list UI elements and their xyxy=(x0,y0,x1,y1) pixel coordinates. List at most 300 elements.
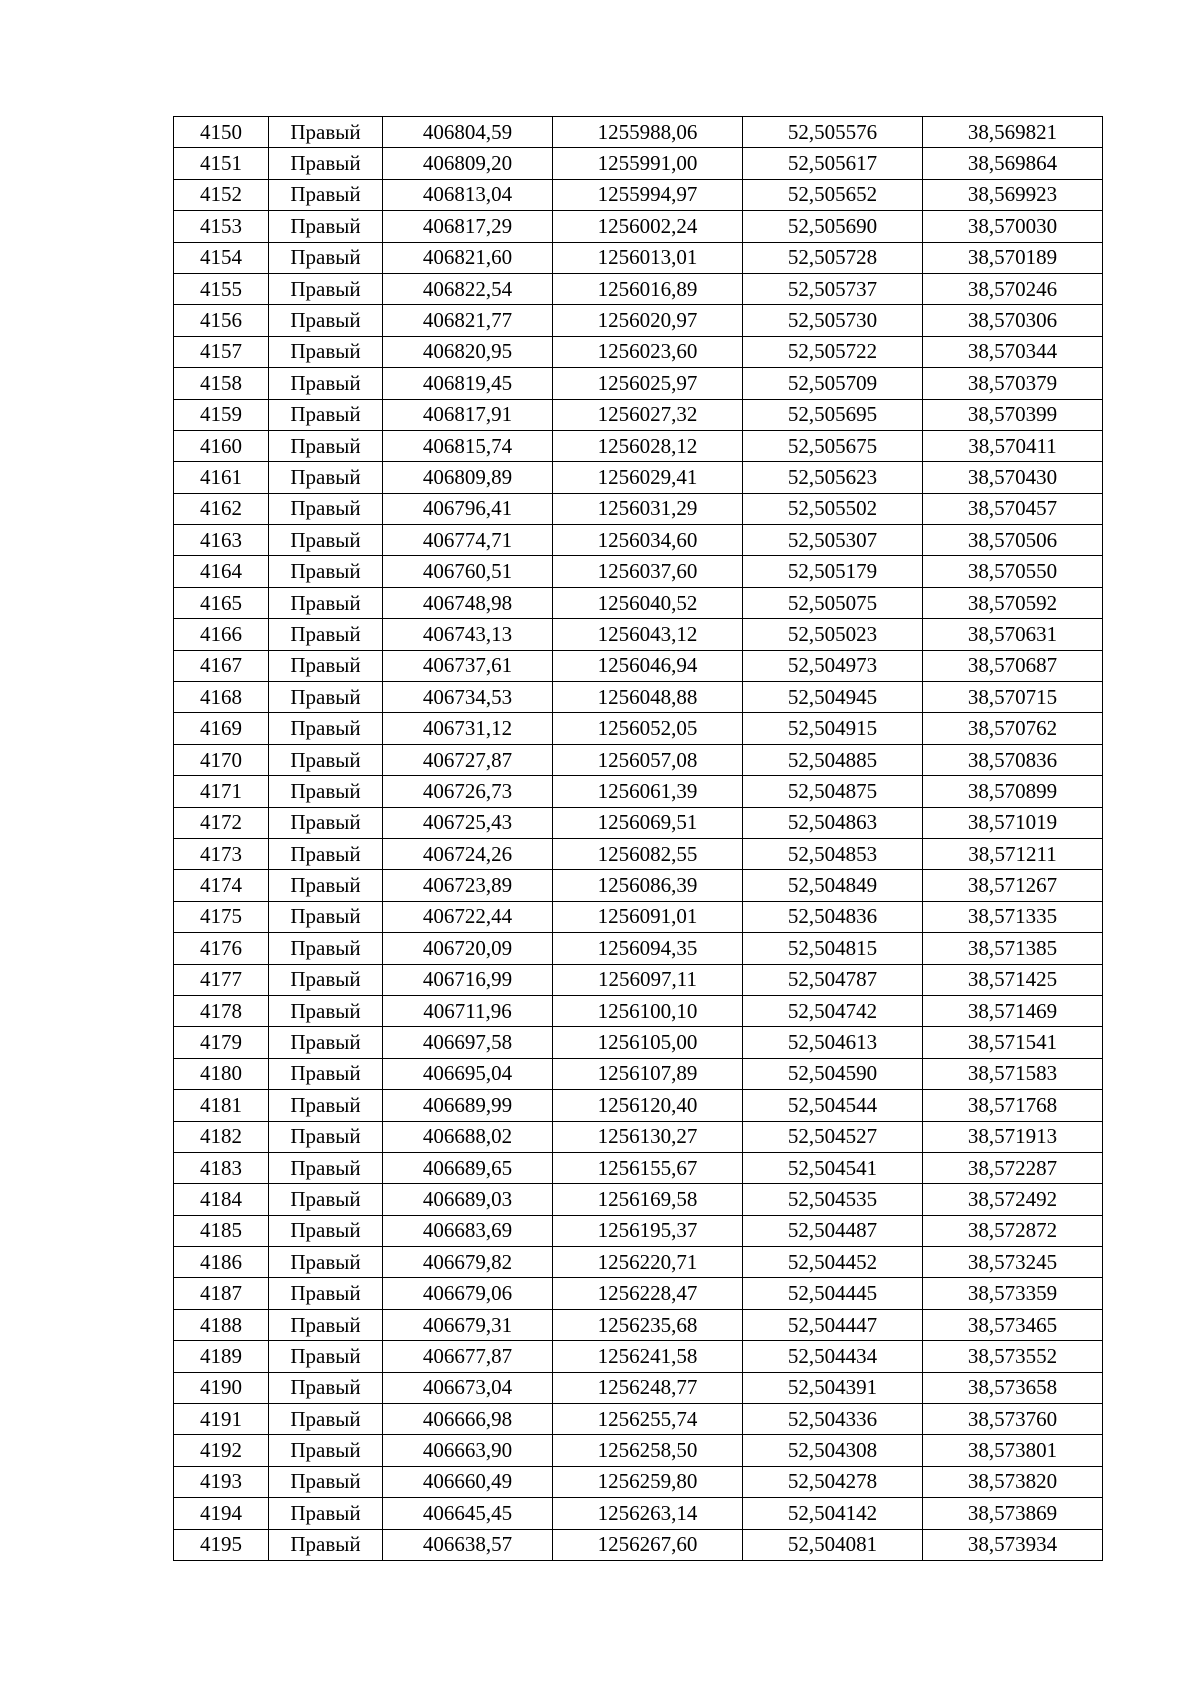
y-coordinate-cell: 1256155,67 xyxy=(553,1152,743,1183)
latitude-cell: 52,504278 xyxy=(743,1466,923,1497)
x-coordinate-cell: 406679,06 xyxy=(383,1278,553,1309)
longitude-cell: 38,573869 xyxy=(923,1498,1103,1529)
side-cell: Правый xyxy=(269,525,383,556)
x-coordinate-cell: 406720,09 xyxy=(383,933,553,964)
latitude-cell: 52,504863 xyxy=(743,807,923,838)
longitude-cell: 38,569864 xyxy=(923,148,1103,179)
y-coordinate-cell: 1256025,97 xyxy=(553,368,743,399)
y-coordinate-cell: 1256052,05 xyxy=(553,713,743,744)
y-coordinate-cell: 1256016,89 xyxy=(553,273,743,304)
point-number-cell: 4190 xyxy=(174,1372,269,1403)
point-number-cell: 4159 xyxy=(174,399,269,430)
longitude-cell: 38,570762 xyxy=(923,713,1103,744)
latitude-cell: 52,505652 xyxy=(743,179,923,210)
longitude-cell: 38,571335 xyxy=(923,901,1103,932)
longitude-cell: 38,570687 xyxy=(923,650,1103,681)
table-row xyxy=(174,682,1103,713)
point-number-cell: 4183 xyxy=(174,1152,269,1183)
latitude-cell: 52,504885 xyxy=(743,744,923,775)
longitude-cell: 38,571768 xyxy=(923,1090,1103,1121)
point-number-cell: 4155 xyxy=(174,273,269,304)
longitude-cell: 38,570306 xyxy=(923,305,1103,336)
longitude-cell: 38,571541 xyxy=(923,1027,1103,1058)
table-row xyxy=(174,870,1103,901)
x-coordinate-cell: 406673,04 xyxy=(383,1372,553,1403)
latitude-cell: 52,505617 xyxy=(743,148,923,179)
table-row xyxy=(174,838,1103,869)
x-coordinate-cell: 406815,74 xyxy=(383,430,553,461)
table-row xyxy=(174,744,1103,775)
x-coordinate-cell: 406734,53 xyxy=(383,682,553,713)
longitude-cell: 38,571267 xyxy=(923,870,1103,901)
point-number-cell: 4172 xyxy=(174,807,269,838)
table-row xyxy=(174,650,1103,681)
latitude-cell: 52,504434 xyxy=(743,1341,923,1372)
x-coordinate-cell: 406819,45 xyxy=(383,368,553,399)
side-cell: Правый xyxy=(269,713,383,744)
x-coordinate-cell: 406679,31 xyxy=(383,1309,553,1340)
x-coordinate-cell: 406822,54 xyxy=(383,273,553,304)
side-cell: Правый xyxy=(269,430,383,461)
longitude-cell: 38,573552 xyxy=(923,1341,1103,1372)
side-cell: Правый xyxy=(269,1058,383,1089)
side-cell: Правый xyxy=(269,242,383,273)
x-coordinate-cell: 406813,04 xyxy=(383,179,553,210)
table-row xyxy=(174,1247,1103,1278)
longitude-cell: 38,570550 xyxy=(923,556,1103,587)
x-coordinate-cell: 406817,29 xyxy=(383,211,553,242)
side-cell: Правый xyxy=(269,1529,383,1560)
coordinates-table xyxy=(173,116,1103,1561)
y-coordinate-cell: 1256255,74 xyxy=(553,1404,743,1435)
x-coordinate-cell: 406804,59 xyxy=(383,117,553,148)
table-row xyxy=(174,117,1103,148)
point-number-cell: 4187 xyxy=(174,1278,269,1309)
y-coordinate-cell: 1256130,27 xyxy=(553,1121,743,1152)
y-coordinate-cell: 1256057,08 xyxy=(553,744,743,775)
point-number-cell: 4161 xyxy=(174,462,269,493)
y-coordinate-cell: 1256013,01 xyxy=(553,242,743,273)
side-cell: Правый xyxy=(269,1341,383,1372)
y-coordinate-cell: 1256091,01 xyxy=(553,901,743,932)
side-cell: Правый xyxy=(269,1121,383,1152)
y-coordinate-cell: 1256100,10 xyxy=(553,995,743,1026)
y-coordinate-cell: 1255991,00 xyxy=(553,148,743,179)
point-number-cell: 4167 xyxy=(174,650,269,681)
table-row xyxy=(174,1498,1103,1529)
x-coordinate-cell: 406716,99 xyxy=(383,964,553,995)
x-coordinate-cell: 406821,60 xyxy=(383,242,553,273)
point-number-cell: 4181 xyxy=(174,1090,269,1121)
point-number-cell: 4174 xyxy=(174,870,269,901)
side-cell: Правый xyxy=(269,1152,383,1183)
side-cell: Правый xyxy=(269,273,383,304)
longitude-cell: 38,573465 xyxy=(923,1309,1103,1340)
side-cell: Правый xyxy=(269,933,383,964)
latitude-cell: 52,505722 xyxy=(743,336,923,367)
table-row xyxy=(174,211,1103,242)
side-cell: Правый xyxy=(269,462,383,493)
x-coordinate-cell: 406727,87 xyxy=(383,744,553,775)
latitude-cell: 52,504849 xyxy=(743,870,923,901)
x-coordinate-cell: 406820,95 xyxy=(383,336,553,367)
table-row xyxy=(174,1215,1103,1246)
longitude-cell: 38,570592 xyxy=(923,587,1103,618)
x-coordinate-cell: 406817,91 xyxy=(383,399,553,430)
x-coordinate-cell: 406679,82 xyxy=(383,1247,553,1278)
table-row xyxy=(174,619,1103,650)
side-cell: Правый xyxy=(269,211,383,242)
table-row xyxy=(174,273,1103,304)
longitude-cell: 38,571425 xyxy=(923,964,1103,995)
longitude-cell: 38,570506 xyxy=(923,525,1103,556)
longitude-cell: 38,571019 xyxy=(923,807,1103,838)
table-row xyxy=(174,807,1103,838)
point-number-cell: 4150 xyxy=(174,117,269,148)
longitude-cell: 38,570030 xyxy=(923,211,1103,242)
y-coordinate-cell: 1256258,50 xyxy=(553,1435,743,1466)
x-coordinate-cell: 406809,89 xyxy=(383,462,553,493)
latitude-cell: 52,504613 xyxy=(743,1027,923,1058)
longitude-cell: 38,569821 xyxy=(923,117,1103,148)
longitude-cell: 38,572872 xyxy=(923,1215,1103,1246)
longitude-cell: 38,570189 xyxy=(923,242,1103,273)
side-cell: Правый xyxy=(269,1372,383,1403)
latitude-cell: 52,505023 xyxy=(743,619,923,650)
x-coordinate-cell: 406638,57 xyxy=(383,1529,553,1560)
side-cell: Правый xyxy=(269,493,383,524)
table-row xyxy=(174,1090,1103,1121)
side-cell: Правый xyxy=(269,1215,383,1246)
x-coordinate-cell: 406724,26 xyxy=(383,838,553,869)
side-cell: Правый xyxy=(269,148,383,179)
point-number-cell: 4170 xyxy=(174,744,269,775)
table-row xyxy=(174,462,1103,493)
latitude-cell: 52,505502 xyxy=(743,493,923,524)
latitude-cell: 52,505737 xyxy=(743,273,923,304)
x-coordinate-cell: 406688,02 xyxy=(383,1121,553,1152)
latitude-cell: 52,504445 xyxy=(743,1278,923,1309)
point-number-cell: 4168 xyxy=(174,682,269,713)
table-row xyxy=(174,368,1103,399)
y-coordinate-cell: 1256241,58 xyxy=(553,1341,743,1372)
side-cell: Правый xyxy=(269,1309,383,1340)
longitude-cell: 38,569923 xyxy=(923,179,1103,210)
y-coordinate-cell: 1256046,94 xyxy=(553,650,743,681)
longitude-cell: 38,570457 xyxy=(923,493,1103,524)
side-cell: Правый xyxy=(269,179,383,210)
latitude-cell: 52,504527 xyxy=(743,1121,923,1152)
x-coordinate-cell: 406660,49 xyxy=(383,1466,553,1497)
table-row xyxy=(174,336,1103,367)
x-coordinate-cell: 406677,87 xyxy=(383,1341,553,1372)
latitude-cell: 52,505179 xyxy=(743,556,923,587)
y-coordinate-cell: 1256195,37 xyxy=(553,1215,743,1246)
y-coordinate-cell: 1255988,06 xyxy=(553,117,743,148)
latitude-cell: 52,505307 xyxy=(743,525,923,556)
side-cell: Правый xyxy=(269,744,383,775)
longitude-cell: 38,573934 xyxy=(923,1529,1103,1560)
longitude-cell: 38,572287 xyxy=(923,1152,1103,1183)
table-row xyxy=(174,1404,1103,1435)
longitude-cell: 38,570715 xyxy=(923,682,1103,713)
point-number-cell: 4154 xyxy=(174,242,269,273)
table-row xyxy=(174,1309,1103,1340)
y-coordinate-cell: 1256043,12 xyxy=(553,619,743,650)
y-coordinate-cell: 1256220,71 xyxy=(553,1247,743,1278)
latitude-cell: 52,504336 xyxy=(743,1404,923,1435)
y-coordinate-cell: 1255994,97 xyxy=(553,179,743,210)
y-coordinate-cell: 1256120,40 xyxy=(553,1090,743,1121)
y-coordinate-cell: 1256040,52 xyxy=(553,587,743,618)
latitude-cell: 52,504875 xyxy=(743,776,923,807)
table-row xyxy=(174,1027,1103,1058)
table-row xyxy=(174,493,1103,524)
table-row xyxy=(174,1435,1103,1466)
y-coordinate-cell: 1256034,60 xyxy=(553,525,743,556)
y-coordinate-cell: 1256105,00 xyxy=(553,1027,743,1058)
table-row xyxy=(174,1058,1103,1089)
coordinates-table-body xyxy=(174,117,1103,1561)
latitude-cell: 52,504853 xyxy=(743,838,923,869)
side-cell: Правый xyxy=(269,870,383,901)
table-row xyxy=(174,399,1103,430)
y-coordinate-cell: 1256094,35 xyxy=(553,933,743,964)
y-coordinate-cell: 1256048,88 xyxy=(553,682,743,713)
latitude-cell: 52,504541 xyxy=(743,1152,923,1183)
latitude-cell: 52,505709 xyxy=(743,368,923,399)
point-number-cell: 4160 xyxy=(174,430,269,461)
longitude-cell: 38,570246 xyxy=(923,273,1103,304)
point-number-cell: 4175 xyxy=(174,901,269,932)
side-cell: Правый xyxy=(269,1247,383,1278)
longitude-cell: 38,571583 xyxy=(923,1058,1103,1089)
table-row xyxy=(174,901,1103,932)
table-row xyxy=(174,525,1103,556)
latitude-cell: 52,504544 xyxy=(743,1090,923,1121)
point-number-cell: 4158 xyxy=(174,368,269,399)
longitude-cell: 38,571385 xyxy=(923,933,1103,964)
x-coordinate-cell: 406726,73 xyxy=(383,776,553,807)
latitude-cell: 52,504308 xyxy=(743,1435,923,1466)
table-row xyxy=(174,587,1103,618)
table-row xyxy=(174,713,1103,744)
longitude-cell: 38,571913 xyxy=(923,1121,1103,1152)
table-row xyxy=(174,776,1103,807)
longitude-cell: 38,570379 xyxy=(923,368,1103,399)
longitude-cell: 38,570399 xyxy=(923,399,1103,430)
point-number-cell: 4151 xyxy=(174,148,269,179)
y-coordinate-cell: 1256097,11 xyxy=(553,964,743,995)
point-number-cell: 4189 xyxy=(174,1341,269,1372)
longitude-cell: 38,573658 xyxy=(923,1372,1103,1403)
x-coordinate-cell: 406645,45 xyxy=(383,1498,553,1529)
x-coordinate-cell: 406725,43 xyxy=(383,807,553,838)
latitude-cell: 52,504142 xyxy=(743,1498,923,1529)
x-coordinate-cell: 406737,61 xyxy=(383,650,553,681)
point-number-cell: 4188 xyxy=(174,1309,269,1340)
point-number-cell: 4185 xyxy=(174,1215,269,1246)
longitude-cell: 38,570836 xyxy=(923,744,1103,775)
side-cell: Правый xyxy=(269,368,383,399)
point-number-cell: 4156 xyxy=(174,305,269,336)
side-cell: Правый xyxy=(269,1184,383,1215)
table-row xyxy=(174,1184,1103,1215)
table-row xyxy=(174,1372,1103,1403)
side-cell: Правый xyxy=(269,336,383,367)
longitude-cell: 38,571469 xyxy=(923,995,1103,1026)
point-number-cell: 4171 xyxy=(174,776,269,807)
x-coordinate-cell: 406796,41 xyxy=(383,493,553,524)
y-coordinate-cell: 1256061,39 xyxy=(553,776,743,807)
point-number-cell: 4194 xyxy=(174,1498,269,1529)
point-number-cell: 4177 xyxy=(174,964,269,995)
x-coordinate-cell: 406723,89 xyxy=(383,870,553,901)
table-row xyxy=(174,148,1103,179)
side-cell: Правый xyxy=(269,807,383,838)
side-cell: Правый xyxy=(269,305,383,336)
longitude-cell: 38,573760 xyxy=(923,1404,1103,1435)
table-row xyxy=(174,933,1103,964)
x-coordinate-cell: 406748,98 xyxy=(383,587,553,618)
x-coordinate-cell: 406731,12 xyxy=(383,713,553,744)
table-row xyxy=(174,430,1103,461)
point-number-cell: 4173 xyxy=(174,838,269,869)
side-cell: Правый xyxy=(269,838,383,869)
x-coordinate-cell: 406711,96 xyxy=(383,995,553,1026)
longitude-cell: 38,573801 xyxy=(923,1435,1103,1466)
longitude-cell: 38,570631 xyxy=(923,619,1103,650)
table-row xyxy=(174,179,1103,210)
y-coordinate-cell: 1256267,60 xyxy=(553,1529,743,1560)
y-coordinate-cell: 1256031,29 xyxy=(553,493,743,524)
table-row xyxy=(174,1341,1103,1372)
longitude-cell: 38,570344 xyxy=(923,336,1103,367)
point-number-cell: 4169 xyxy=(174,713,269,744)
x-coordinate-cell: 406722,44 xyxy=(383,901,553,932)
point-number-cell: 4166 xyxy=(174,619,269,650)
longitude-cell: 38,570430 xyxy=(923,462,1103,493)
latitude-cell: 52,505695 xyxy=(743,399,923,430)
table-row xyxy=(174,1152,1103,1183)
x-coordinate-cell: 406774,71 xyxy=(383,525,553,556)
table-row xyxy=(174,305,1103,336)
side-cell: Правый xyxy=(269,1466,383,1497)
x-coordinate-cell: 406821,77 xyxy=(383,305,553,336)
point-number-cell: 4193 xyxy=(174,1466,269,1497)
latitude-cell: 52,505730 xyxy=(743,305,923,336)
side-cell: Правый xyxy=(269,964,383,995)
y-coordinate-cell: 1256259,80 xyxy=(553,1466,743,1497)
x-coordinate-cell: 406689,65 xyxy=(383,1152,553,1183)
latitude-cell: 52,504535 xyxy=(743,1184,923,1215)
y-coordinate-cell: 1256248,77 xyxy=(553,1372,743,1403)
latitude-cell: 52,505728 xyxy=(743,242,923,273)
x-coordinate-cell: 406809,20 xyxy=(383,148,553,179)
side-cell: Правый xyxy=(269,650,383,681)
y-coordinate-cell: 1256029,41 xyxy=(553,462,743,493)
table-row xyxy=(174,1466,1103,1497)
side-cell: Правый xyxy=(269,776,383,807)
longitude-cell: 38,570899 xyxy=(923,776,1103,807)
point-number-cell: 4180 xyxy=(174,1058,269,1089)
side-cell: Правый xyxy=(269,556,383,587)
latitude-cell: 52,504391 xyxy=(743,1372,923,1403)
latitude-cell: 52,504836 xyxy=(743,901,923,932)
side-cell: Правый xyxy=(269,995,383,1026)
point-number-cell: 4184 xyxy=(174,1184,269,1215)
point-number-cell: 4178 xyxy=(174,995,269,1026)
side-cell: Правый xyxy=(269,1498,383,1529)
side-cell: Правый xyxy=(269,587,383,618)
point-number-cell: 4152 xyxy=(174,179,269,210)
side-cell: Правый xyxy=(269,901,383,932)
x-coordinate-cell: 406743,13 xyxy=(383,619,553,650)
latitude-cell: 52,504081 xyxy=(743,1529,923,1560)
table-row xyxy=(174,556,1103,587)
y-coordinate-cell: 1256027,32 xyxy=(553,399,743,430)
latitude-cell: 52,504447 xyxy=(743,1309,923,1340)
point-number-cell: 4164 xyxy=(174,556,269,587)
latitude-cell: 52,504787 xyxy=(743,964,923,995)
latitude-cell: 52,505675 xyxy=(743,430,923,461)
point-number-cell: 4186 xyxy=(174,1247,269,1278)
y-coordinate-cell: 1256002,24 xyxy=(553,211,743,242)
table-row xyxy=(174,1121,1103,1152)
latitude-cell: 52,504487 xyxy=(743,1215,923,1246)
side-cell: Правый xyxy=(269,117,383,148)
latitude-cell: 52,504973 xyxy=(743,650,923,681)
y-coordinate-cell: 1256020,97 xyxy=(553,305,743,336)
latitude-cell: 52,504742 xyxy=(743,995,923,1026)
latitude-cell: 52,505690 xyxy=(743,211,923,242)
x-coordinate-cell: 406689,99 xyxy=(383,1090,553,1121)
y-coordinate-cell: 1256169,58 xyxy=(553,1184,743,1215)
side-cell: Правый xyxy=(269,1027,383,1058)
point-number-cell: 4182 xyxy=(174,1121,269,1152)
longitude-cell: 38,571211 xyxy=(923,838,1103,869)
side-cell: Правый xyxy=(269,1435,383,1466)
latitude-cell: 52,504590 xyxy=(743,1058,923,1089)
latitude-cell: 52,504815 xyxy=(743,933,923,964)
x-coordinate-cell: 406695,04 xyxy=(383,1058,553,1089)
latitude-cell: 52,504915 xyxy=(743,713,923,744)
latitude-cell: 52,505576 xyxy=(743,117,923,148)
point-number-cell: 4153 xyxy=(174,211,269,242)
side-cell: Правый xyxy=(269,1404,383,1435)
latitude-cell: 52,504452 xyxy=(743,1247,923,1278)
y-coordinate-cell: 1256028,12 xyxy=(553,430,743,461)
y-coordinate-cell: 1256023,60 xyxy=(553,336,743,367)
side-cell: Правый xyxy=(269,1090,383,1121)
x-coordinate-cell: 406663,90 xyxy=(383,1435,553,1466)
y-coordinate-cell: 1256082,55 xyxy=(553,838,743,869)
longitude-cell: 38,573359 xyxy=(923,1278,1103,1309)
latitude-cell: 52,504945 xyxy=(743,682,923,713)
point-number-cell: 4157 xyxy=(174,336,269,367)
y-coordinate-cell: 1256263,14 xyxy=(553,1498,743,1529)
table-row xyxy=(174,995,1103,1026)
y-coordinate-cell: 1256086,39 xyxy=(553,870,743,901)
x-coordinate-cell: 406760,51 xyxy=(383,556,553,587)
y-coordinate-cell: 1256228,47 xyxy=(553,1278,743,1309)
point-number-cell: 4163 xyxy=(174,525,269,556)
latitude-cell: 52,505623 xyxy=(743,462,923,493)
y-coordinate-cell: 1256107,89 xyxy=(553,1058,743,1089)
side-cell: Правый xyxy=(269,619,383,650)
x-coordinate-cell: 406666,98 xyxy=(383,1404,553,1435)
point-number-cell: 4192 xyxy=(174,1435,269,1466)
